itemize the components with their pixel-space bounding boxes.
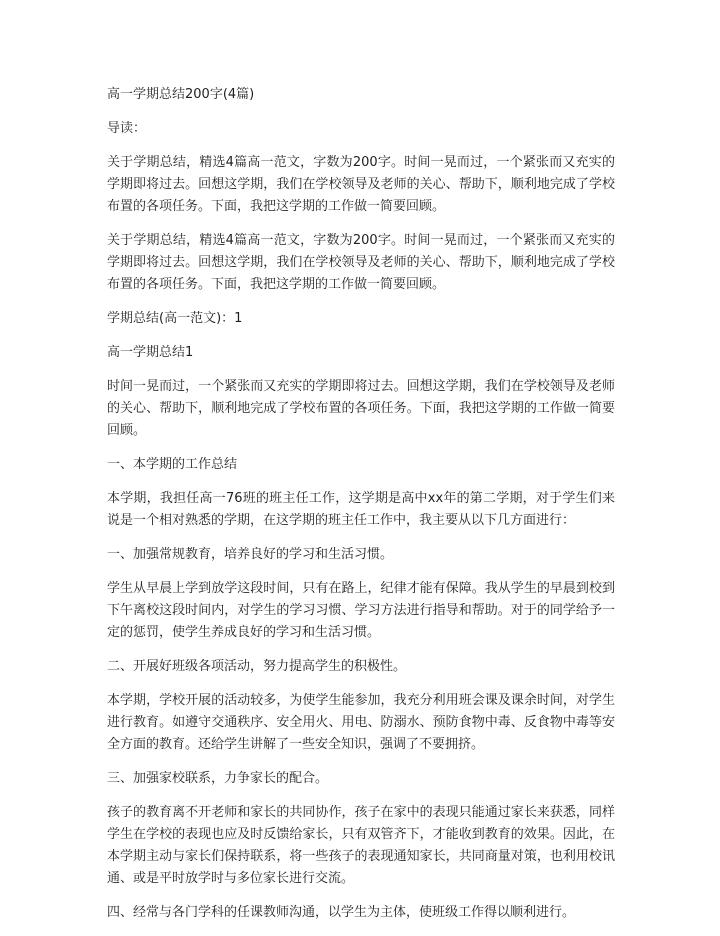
heading-work-summary: 一、本学期的工作总结 <box>107 457 238 472</box>
paragraph-home-school: 孩子的教育离不开老师和家长的共同协作，孩子在家中的表现只能通过家长来获悉，同样学生在学校的表现也应及时反馈给家长，只有双管齐下，才能收到教育的效果。因此，在本学期主动与家长们保持联系，将一些孩子的表现通知家长，共同商量对策，也利用校讯通、或是平时放学时与多位家长进行交流。 <box>107 805 615 886</box>
intro-paragraph-2: 关于学期总结，精选4篇高一范文，字数为200字。时间一晃而过，一个紧张而又充实的学期即将过去。回想这学期，我们在学校领导及老师的关心、帮助下，顺利地完成了学校布置的各项任务。下面，我把这学期的工作做一简要回顾。 <box>107 233 615 292</box>
paragraph-class-teacher: 本学期，我担任高一76班的班主任工作，这学期是高中xx年的第二学期，对于学生们来说是一个相对熟悉的学期，在这学期的班主任工作中，我主要从以下几方面进行： <box>107 491 615 528</box>
essay-title: 高一学期总结1 <box>107 345 194 360</box>
heading-class-activities: 二、开展好班级各项活动，努力提高学生的积极性。 <box>107 659 407 674</box>
document-body <box>107 84 615 936</box>
heading-home-school: 三、加强家校联系，力争家长的配合。 <box>107 771 329 786</box>
heading-teacher-communication: 四、经常与各门学科的任课教师沟通，以学生为主体，使班级工作得以顺利进行。 <box>107 905 576 920</box>
document-title: 高一学期总结200字(4篇) <box>107 87 255 102</box>
section-label: 学期总结(高一范文)：1 <box>107 311 243 326</box>
paragraph-class-activities: 本学期，学校开展的活动较多，为使学生能参加，我充分利用班会课及课余时间，对学生进行教育。如遵守交通秩序、安全用火、用电、防溺水、预防食物中毒、反食物中毒等安全方面的教育。还给学生讲解了一些安全知识，强调了不要拥挤。 <box>107 693 615 752</box>
heading-routine-education: 一、加强常规教育，培养良好的学习和生活习惯。 <box>107 547 394 562</box>
guide-label: 导读： <box>107 121 147 136</box>
intro-paragraph-1: 关于学期总结，精选4篇高一范文，字数为200字。时间一晃而过，一个紧张而又充实的学期即将过去。回想这学期，我们在学校领导及老师的关心、帮助下，顺利地完成了学校布置的各项任务。下面，我把这学期的工作做一简要回顾。 <box>107 155 615 214</box>
paragraph-routine-education: 学生从早晨上学到放学这段时间，只有在路上，纪律才能有保障。我从学生的早晨到校到下午离校这段时间内，对学生的学习习惯、学习方法进行指导和帮助。对于的同学给予一定的惩罚，使学生养成良好的学习和生活习惯。 <box>107 581 615 640</box>
opening-paragraph: 时间一晃而过，一个紧张而又充实的学期即将过去。回想这学期，我们在学校领导及老师的关心、帮助下，顺利地完成了学校布置的各项任务。下面，我把这学期的工作做一简要回顾。 <box>107 379 615 438</box>
